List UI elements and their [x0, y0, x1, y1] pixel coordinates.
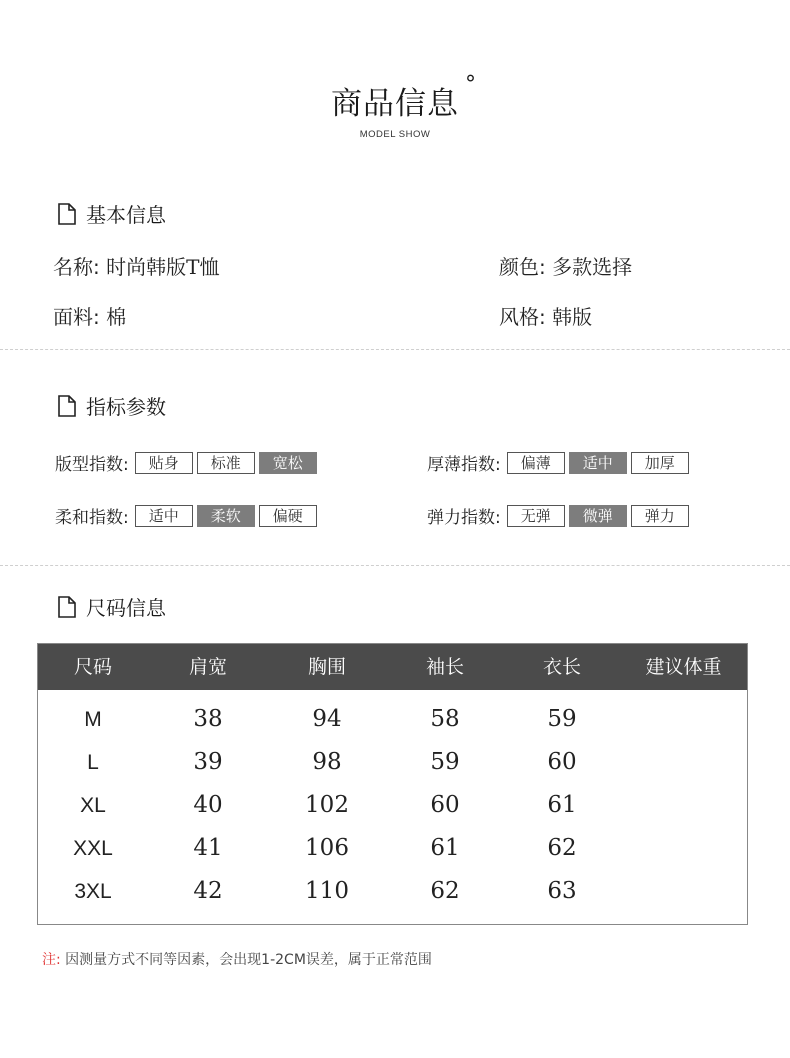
table-cell: 41 [193, 835, 223, 861]
section-basic-heading [58, 199, 166, 228]
page-title-block [0, 72, 790, 140]
option-softness-soft: 柔软 [197, 505, 255, 527]
index-row-elasticity [427, 503, 693, 528]
table-cell: 3XL [74, 880, 112, 903]
section-size-heading [58, 592, 166, 621]
index-row-fit [55, 450, 321, 475]
option-elasticity-none: 无弹 [507, 505, 565, 527]
product-style-label: 风格: [499, 305, 546, 329]
table-cell: 61 [430, 835, 460, 861]
column-header-chest: 胸围 [307, 656, 346, 678]
table-cell: 39 [193, 749, 223, 775]
table-cell: 42 [193, 878, 223, 904]
option-elasticity-elastic: 弹力 [631, 505, 689, 527]
section-basic-title: 基本信息 [86, 203, 166, 227]
table-row [38, 698, 747, 741]
option-thickness-medium: 适中 [569, 452, 627, 474]
table-cell: 98 [312, 749, 342, 775]
table-cell: 38 [193, 706, 223, 732]
document-icon [58, 395, 76, 417]
table-cell: 62 [430, 878, 460, 904]
option-thickness-thin: 偏薄 [507, 452, 565, 474]
product-color-value: 多款选择 [552, 255, 633, 279]
page-title [331, 72, 477, 123]
note-label: 注: [42, 952, 61, 968]
table-cell: L [87, 751, 99, 774]
table-cell: XXL [73, 837, 113, 860]
product-fabric [53, 301, 126, 330]
section-index-heading [58, 391, 166, 420]
table-cell: 110 [305, 878, 349, 904]
index-row-thickness [427, 450, 693, 475]
table-cell [620, 827, 747, 870]
table-row [38, 741, 747, 784]
option-softness-hard: 偏硬 [259, 505, 317, 527]
size-table-header [38, 644, 747, 690]
divider [0, 565, 790, 566]
table-cell: 106 [305, 835, 349, 861]
section-size-title: 尺码信息 [86, 596, 166, 620]
table-cell [620, 784, 747, 827]
option-thickness-thick: 加厚 [631, 452, 689, 474]
product-fabric-label: 面料: [53, 305, 100, 329]
column-header-shoulder: 肩宽 [188, 656, 227, 678]
product-fabric-value: 棉 [106, 305, 127, 329]
document-icon [58, 203, 76, 225]
table-cell: 61 [547, 792, 577, 818]
title-degree-mark: ° [465, 72, 477, 97]
table-cell: 60 [430, 792, 460, 818]
table-cell: 59 [547, 706, 577, 732]
table-cell: 63 [547, 878, 577, 904]
table-row [38, 784, 747, 827]
column-header-length: 衣长 [542, 656, 581, 678]
table-cell: M [84, 708, 102, 731]
table-row [38, 870, 747, 913]
section-index-title: 指标参数 [86, 395, 166, 419]
product-name-value: 时尚韩版T恤 [106, 255, 220, 279]
measurement-note [42, 949, 432, 969]
column-header-sleeve: 袖长 [425, 656, 464, 678]
table-cell: 59 [430, 749, 460, 775]
option-fit-standard: 标准 [197, 452, 255, 474]
page-title-text: 商品信息 [331, 86, 459, 122]
index-fit-label: 版型指数: [55, 455, 129, 475]
table-cell [620, 870, 747, 913]
note-text: 因测量方式不同等因素，会出现1-2CM误差，属于正常范围 [65, 952, 432, 968]
page-subtitle: MODEL SHOW [359, 129, 431, 140]
table-cell: XL [80, 794, 106, 817]
product-name-label: 名称: [53, 255, 100, 279]
index-softness-label: 柔和指数: [55, 508, 129, 528]
product-color-label: 颜色: [499, 255, 546, 279]
table-row [38, 827, 747, 870]
column-header-size: 尺码 [73, 656, 112, 678]
table-cell: 62 [547, 835, 577, 861]
size-table [37, 643, 748, 925]
option-softness-medium: 适中 [135, 505, 193, 527]
table-cell: 94 [312, 706, 342, 732]
table-cell [620, 698, 747, 741]
index-elasticity-label: 弹力指数: [427, 508, 501, 528]
option-fit-slim: 贴身 [135, 452, 193, 474]
table-cell: 40 [193, 792, 223, 818]
divider [0, 349, 790, 350]
document-icon [58, 596, 76, 618]
option-fit-loose: 宽松 [259, 452, 317, 474]
index-thickness-label: 厚薄指数: [427, 455, 501, 475]
option-elasticity-slight: 微弹 [569, 505, 627, 527]
product-style-value: 韩版 [552, 305, 593, 329]
index-row-softness [55, 503, 321, 528]
column-header-weight: 建议体重 [645, 656, 722, 678]
table-cell: 60 [547, 749, 577, 775]
table-cell [620, 741, 747, 784]
product-color [499, 251, 632, 280]
product-name [53, 251, 219, 280]
product-style [499, 301, 592, 330]
table-cell: 102 [305, 792, 349, 818]
table-cell: 58 [430, 706, 460, 732]
